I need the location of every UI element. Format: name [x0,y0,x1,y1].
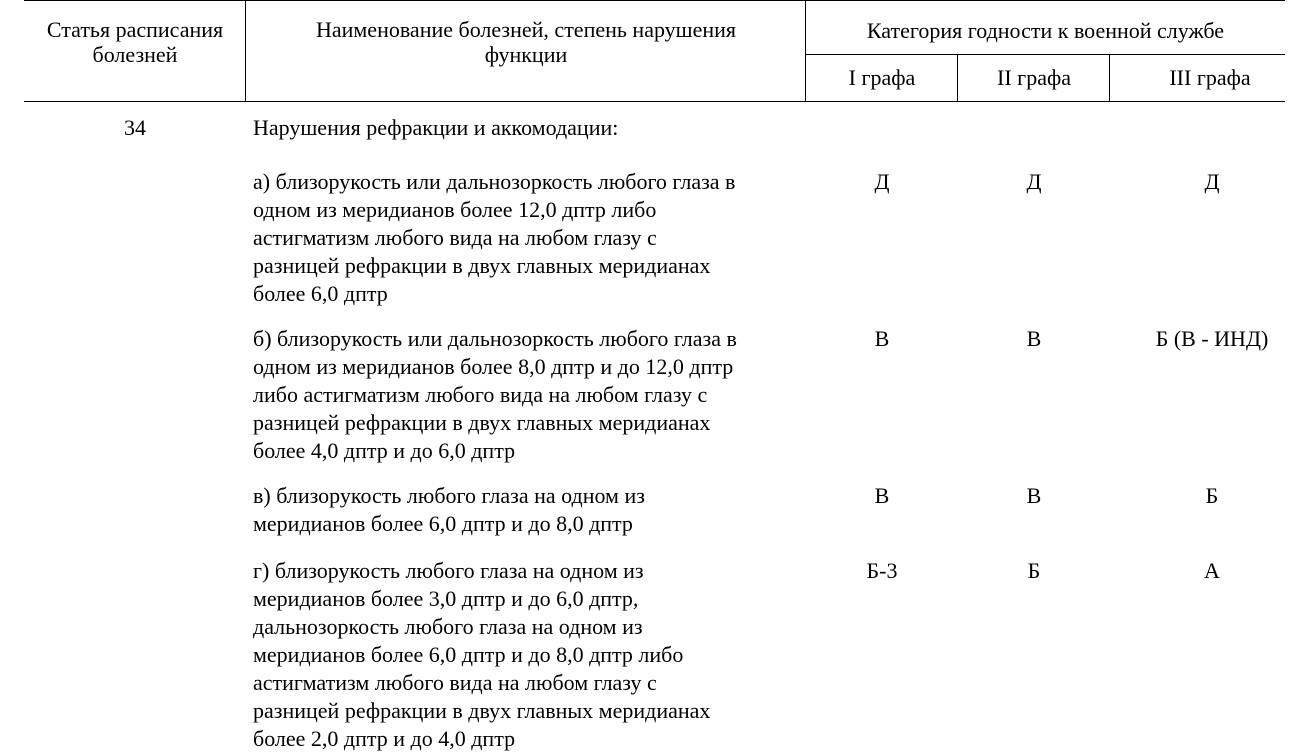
description-line: одном из меридианов более 12,0 дптр либо [253,197,657,222]
category-graph-3: Б [1205,483,1219,508]
category-graph-1: Б-3 [866,558,898,583]
header-article-column [24,17,246,118]
description-line: более 6,0 дптр [253,281,388,306]
category-graph-3: А [1204,558,1220,583]
description-line: дальнозоркость любого глаза на одном из [253,614,643,639]
description-line: либо астигматизм любого вида на любом глазу с [253,382,708,407]
header-article-line: Статья расписания [46,17,224,42]
description-line: в) близорукость любого глаза на одном из [253,483,645,508]
category-graph-1: Д [874,169,890,194]
description-line: более 4,0 дптр и до 6,0 дптр [253,438,516,463]
header-graph-3: III графа [1169,65,1251,90]
header-divider-3 [957,54,958,101]
header-graph-1: I графа [848,65,916,90]
header-top-rule [24,0,1285,1]
category-graph-2: Д [1026,169,1042,194]
article-title: Нарушения рефракции и аккомодации: [253,115,619,140]
category-graph-1: В [874,483,890,508]
description-line: г) близорукость любого глаза на одном из [253,558,644,583]
row-description [253,168,805,308]
description-line: разницей рефракции в двух главных меридианах [253,410,711,435]
description-line: астигматизм любого вида на любом глазу с [253,225,657,250]
category-graph-2: В [1026,483,1042,508]
table-row [0,168,1307,308]
description-line: более 2,0 дптр и до 4,0 дптр [253,726,516,751]
header-graph-2: II графа [997,65,1071,90]
header-divider-2 [805,0,806,101]
table-row [0,557,1307,753]
row-description [253,557,805,753]
row-description [253,325,805,465]
header-divider-4 [1109,54,1110,101]
header-divider-1 [245,0,246,101]
table-row [0,325,1307,465]
description-line: меридианов более 6,0 дптр и до 8,0 дптр либо [253,642,684,667]
description-line: б) близорукость или дальнозоркость любого глаза в [253,326,737,351]
header-bottom-rule [24,101,1285,102]
header-name-column [246,17,806,118]
table-row [0,482,1307,538]
description-line: разницей рефракции в двух главных меридианах [253,698,711,723]
description-line: а) близорукость или дальнозоркость любого глаза в [253,169,736,194]
header-article-line: болезней [92,42,178,67]
description-line: меридианов более 6,0 дптр и до 8,0 дптр [253,511,633,536]
header-category-rule [806,54,1285,55]
article-number: 34 [124,115,146,140]
header-category-title: Категория годности к военной службе [866,18,1225,43]
header-name-line: функции [484,42,568,67]
category-graph-1: В [874,326,890,351]
description-line: разницей рефракции в двух главных меридианах [253,253,711,278]
row-description [253,482,805,538]
description-line: астигматизм любого вида на любом глазу с [253,670,657,695]
description-line: меридианов более 3,0 дптр и до 6,0 дптр, [253,586,639,611]
category-graph-2: Б [1027,558,1041,583]
category-graph-2: В [1026,326,1042,351]
category-graph-3: Б (В - ИНД) [1155,326,1269,351]
header-name-line: Наименование болезней, степень нарушения [315,17,737,42]
description-line: одном из меридианов более 8,0 дптр и до 12,0 дптр [253,354,734,379]
category-graph-3: Д [1204,169,1220,194]
